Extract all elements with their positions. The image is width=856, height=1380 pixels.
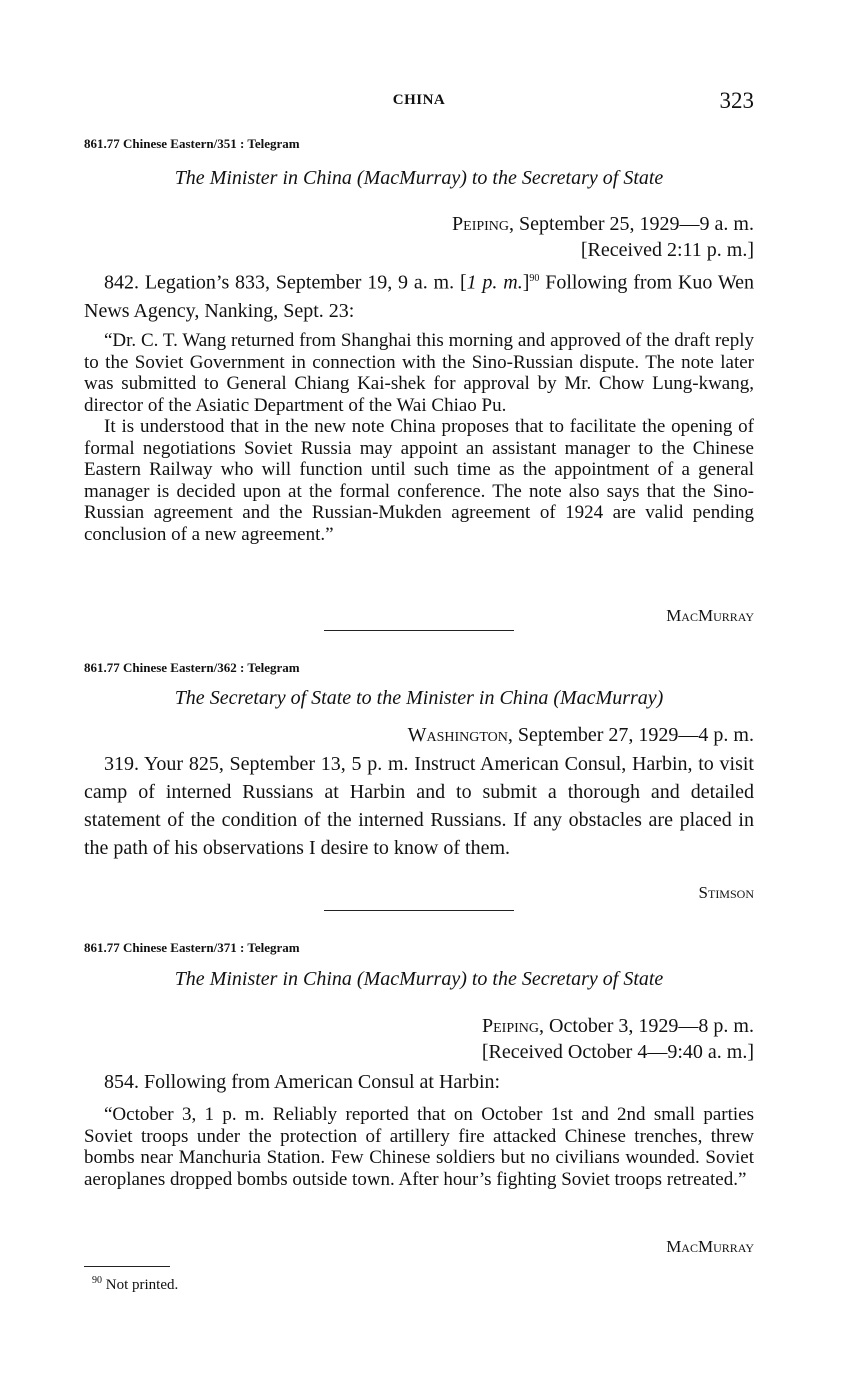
telegram-intro-3: 854. Following from American Consul at Harbin:: [104, 1071, 501, 1093]
file-reference-1: 861.77 Chinese Eastern/351 : Telegram: [84, 136, 300, 151]
quoted-text-3: [84, 1104, 754, 1190]
quote-paragraph-3: “October 3, 1 p. m. Reliably reported that on October 1st and 2nd small parties Soviet troops under the protection of artillery fire attacked Chinese trenches, threw bombs near Manchuria Station. Few Chinese soldiers but no civilians wounded. Soviet aeroplanes dropped bombs outside town. After hour’s fighting Soviet troops retreated.”: [84, 1104, 754, 1190]
dateline-2: Washington, September 27, 1929—4 p. m.: [407, 724, 754, 746]
file-reference-2: 861.77 Chinese Eastern/362 : Telegram: [84, 660, 300, 675]
section-divider-2: [324, 910, 514, 911]
footnote-ref: 90: [529, 273, 540, 284]
page-number: 323: [719, 88, 754, 113]
document-heading-2: The Secretary of State to the Minister in China (MacMurray): [174, 687, 664, 709]
footnote-divider: [84, 1266, 170, 1267]
footnote: $^{90}$ Not printed.: [92, 1275, 179, 1293]
signature-3: MacMurray: [666, 1237, 754, 1256]
received-3: [Received October 4—9:40 a. m.]: [481, 1041, 754, 1063]
telegram-intro-1: 842. Legation’s 833, September 19, 9 a. m. [1 p. m.]$^{90}$ Following from Kuo Wen News Agency, Nanking, Sept. 23:: [84, 271, 754, 322]
telegram-body-2: 319. Your 825, September 13, 5 p. m. Instruct American Consul, Harbin, to visit camp of interned Russians at Harbin and to submit a thorough and detailed statement of the condition of the interned Russians. If any obstacles are placed in the path of his observations I desire to know of them.: [84, 753, 754, 859]
signature-1: MacMurray: [666, 606, 754, 625]
section-divider-1: [324, 630, 514, 631]
file-reference-3: 861.77 Chinese Eastern/371 : Telegram: [84, 940, 300, 955]
document-heading-1: The Minister in China (MacMurray) to the Secretary of State: [174, 167, 664, 189]
dateline-1: Peiping, September 25, 1929—9 a. m.: [452, 213, 754, 235]
document-heading-3: The Minister in China (MacMurray) to the Secretary of State: [174, 968, 664, 990]
received-1: [Received 2:11 p. m.]: [580, 239, 754, 261]
quoted-text-1: [84, 330, 754, 545]
running-title: CHINA: [392, 92, 446, 108]
signature-2: Stimson: [698, 883, 754, 902]
quote-paragraph-2: It is understood that in the new note China proposes that to facilitate the opening of formal negotiations Soviet Russia may appoint an assistant manager to the Chinese Eastern Railway who will function until such time as the appointment of a general manager is decided upon at the formal conference. The note also says that the Sino-Russian agreement and the Russian-Mukden agreement of 1924 are valid pending conclusion of a new agreement.”: [84, 416, 754, 545]
page-header: [84, 88, 754, 118]
dateline-3: Peiping, October 3, 1929—8 p. m.: [482, 1015, 754, 1037]
quote-paragraph-1: “Dr. C. T. Wang returned from Shanghai this morning and approved of the draft reply to the Soviet Government in connection with the Sino-Russian dispute. The note later was submitted to General Chiang Kai-shek for approval by Mr. Chow Lung-kwang, director of the Asiatic Department of the Wai Chiao Pu.: [84, 330, 754, 416]
